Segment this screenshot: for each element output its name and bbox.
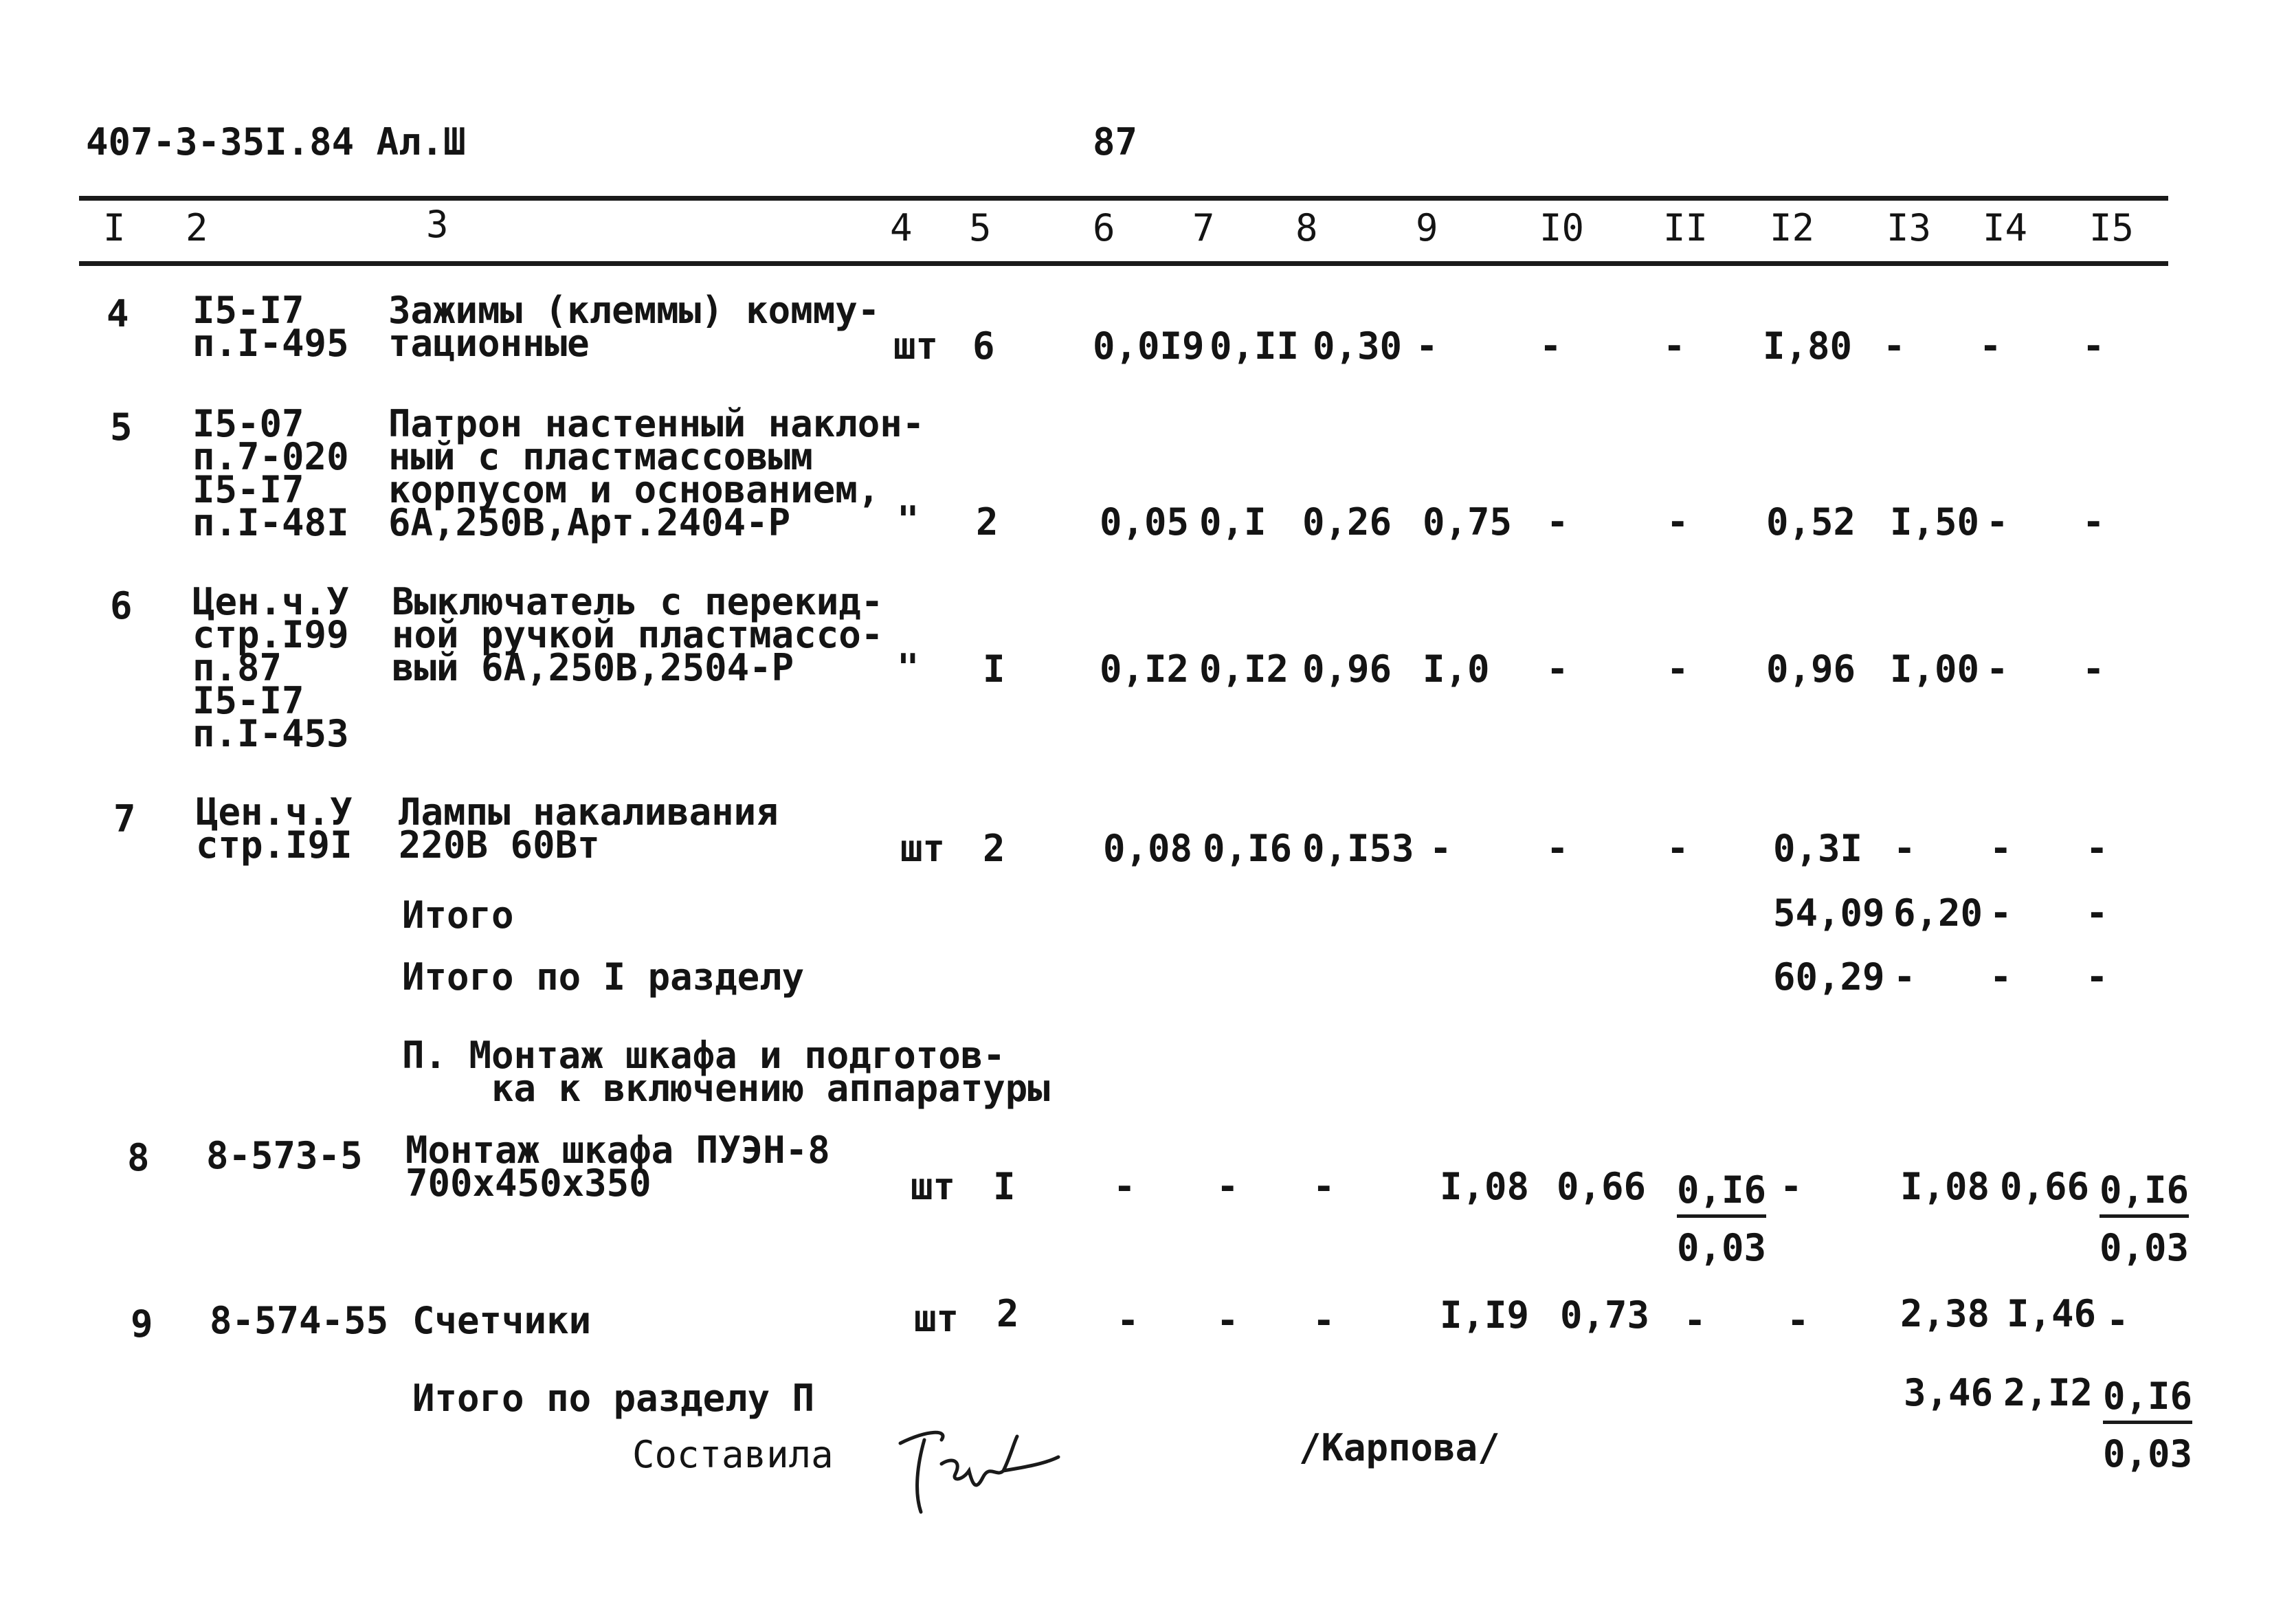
row-5-c10: -: [1546, 500, 1569, 544]
itogo-c14: -: [1990, 891, 2012, 935]
row-9-no: 9: [131, 1302, 153, 1346]
col-header-2: 2: [186, 206, 208, 249]
row-9-name: Счетчики: [412, 1299, 592, 1342]
row-6-c11: -: [1667, 647, 1689, 691]
section-2-title: П. Монтаж шкафа и подготов- ка к включению аппаратуры: [402, 1034, 1050, 1110]
row-9-unit: шт: [914, 1297, 959, 1340]
row-4-c6: 0,0I9: [1093, 324, 1205, 368]
row-6-c9: I,0: [1423, 647, 1490, 691]
row-6-c6: 0,I2: [1100, 647, 1190, 691]
col-header-8: 8: [1295, 206, 1318, 249]
col-header-9: 9: [1416, 206, 1438, 249]
document-code: 407-3-35I.84 Ал.Ш: [86, 120, 466, 164]
row-8-c15-numerator: 0,I6: [2100, 1168, 2189, 1218]
row-4-c7: 0,II: [1210, 324, 1300, 368]
itogo-section-1-c15: -: [2086, 955, 2108, 999]
row-7-no: 7: [113, 797, 136, 841]
row-4-unit: шт: [893, 324, 939, 368]
itogo-c12: 54,09: [1773, 891, 1885, 935]
itogo-c15: -: [2086, 891, 2108, 935]
row-5-c8: 0,26: [1302, 500, 1392, 544]
row-6-qty: I: [983, 647, 1005, 691]
row-4-qty: 6: [972, 324, 995, 368]
row-4-c13: -: [1883, 324, 1906, 368]
row-9-c6: -: [1117, 1299, 1139, 1342]
row-8-c7: -: [1216, 1165, 1239, 1208]
row-7-c7: 0,I6: [1203, 827, 1293, 870]
row-4-name: Зажимы (клеммы) комму- тационные: [388, 289, 880, 365]
row-5-c13: I,50: [1890, 500, 1980, 544]
row-9-c11: -: [1684, 1299, 1706, 1342]
row-9-c8: -: [1313, 1299, 1335, 1342]
row-4-no: 4: [107, 292, 129, 335]
row-9-c13: 2,38: [1900, 1292, 1990, 1335]
col-header-14: I4: [1983, 206, 2028, 249]
row-6-c13: I,00: [1890, 647, 1980, 691]
itogo-section-1-c13: -: [1893, 955, 1916, 999]
row-7-name: Лампы накаливания 220В 60Вт: [399, 790, 779, 867]
row-4-code: I5-I7 п.I-495: [192, 289, 349, 365]
row-8-c15-denominator: 0,03: [2100, 1226, 2190, 1269]
row-7-c12: 0,3I: [1773, 827, 1863, 870]
row-5-qty: 2: [976, 500, 999, 544]
itogo-section-2-label: Итого по разделу П: [412, 1377, 815, 1420]
col-header-12: I2: [1770, 206, 1815, 249]
row-5-c15: -: [2082, 500, 2105, 544]
itogo-section-1-c14: -: [1990, 955, 2012, 999]
row-9-c9: I,I9: [1440, 1293, 1530, 1337]
col-header-11: II: [1663, 206, 1708, 249]
row-7-c10: -: [1546, 827, 1569, 870]
itogo-section-2-c15-numerator: 0,I6: [2103, 1375, 2192, 1424]
row-8-c11-denominator: 0,03: [1677, 1226, 1767, 1269]
row-4-c8: 0,30: [1313, 324, 1403, 368]
row-8-c13: I,08: [1900, 1165, 1990, 1208]
row-9-c10: 0,73: [1560, 1293, 1650, 1337]
itogo-section-2-c14: 2,I2: [2003, 1371, 2093, 1414]
row-4-c11: -: [1663, 324, 1686, 368]
col-header-3: 3: [426, 203, 449, 246]
row-6-code: Цен.ч.У стр.I99 п.87 I5-I7 п.I-453: [192, 580, 349, 755]
row-4-c9: -: [1416, 324, 1438, 368]
row-5-c6: 0,05: [1100, 500, 1190, 544]
col-header-7: 7: [1192, 206, 1215, 249]
page-number: 87: [1093, 120, 1138, 164]
row-8-qty: I: [993, 1165, 1016, 1208]
row-8-c10: 0,66: [1557, 1165, 1647, 1208]
row-7-c9: -: [1429, 827, 1452, 870]
row-7-c8: 0,I53: [1302, 827, 1414, 870]
row-7-code: Цен.ч.У стр.I9I: [196, 790, 353, 867]
row-7-c15: -: [2086, 827, 2108, 870]
row-9-qty: 2: [996, 1292, 1019, 1335]
row-5-c9: 0,75: [1423, 500, 1513, 544]
row-6-c7: 0,I2: [1199, 647, 1289, 691]
col-header-1: I: [103, 206, 126, 249]
row-5-unit: ": [897, 498, 920, 542]
row-8-c6: -: [1113, 1165, 1136, 1208]
row-6-c10: -: [1546, 647, 1569, 691]
itogo-section-2-c15-denominator: 0,03: [2103, 1432, 2193, 1476]
row-8-c11-numerator: 0,I6: [1677, 1168, 1766, 1218]
row-9-code: 8-574-55: [210, 1299, 389, 1342]
row-8-c11-fraction: [1677, 1168, 1766, 1269]
row-8-unit: шт: [911, 1165, 956, 1208]
row-8-c14: 0,66: [2000, 1165, 2090, 1208]
row-7-c13: -: [1893, 827, 1916, 870]
col-header-4: 4: [890, 206, 913, 249]
row-6-no: 6: [110, 584, 133, 627]
itogo-section-2-c13: 3,46: [1904, 1371, 1994, 1414]
row-4-c14: -: [1979, 324, 2002, 368]
header-bottom-rule: [79, 261, 2168, 266]
row-8-c9: I,08: [1440, 1165, 1530, 1208]
row-7-unit: шт: [900, 827, 946, 870]
row-7-c14: -: [1990, 827, 2012, 870]
row-5-code: I5-07 п.7-020 I5-I7 п.I-48I: [192, 402, 349, 544]
row-8-code: 8-573-5: [206, 1134, 363, 1177]
row-6-c8: 0,96: [1302, 647, 1392, 691]
row-5-name: Патрон настенный наклон- ный с пластмассовым корпусом и основанием, 6А,250В,Арт.2404-Р: [388, 402, 925, 544]
itogo-c13: 6,20: [1893, 891, 1983, 935]
col-header-6: 6: [1093, 206, 1115, 249]
row-9-c14: I,46: [2007, 1292, 2097, 1335]
row-8-no: 8: [127, 1136, 150, 1179]
row-9-c7: -: [1216, 1299, 1239, 1342]
row-7-c6: 0,08: [1103, 827, 1193, 870]
itogo-section-1-c12: 60,29: [1773, 955, 1885, 999]
row-7-c11: -: [1667, 827, 1689, 870]
compiled-by-label: Составила: [632, 1433, 834, 1476]
row-9-c12: -: [1787, 1299, 1809, 1342]
row-6-c14: -: [1986, 647, 2009, 691]
col-header-5: 5: [969, 206, 992, 249]
row-5-c12: 0,52: [1766, 500, 1856, 544]
row-4-c10: -: [1539, 324, 1562, 368]
row-8-c12: -: [1780, 1165, 1803, 1208]
col-header-15: I5: [2089, 206, 2135, 249]
compiler-name: /Карпова/: [1299, 1426, 1500, 1469]
col-header-13: I3: [1886, 206, 1932, 249]
col-header-10: I0: [1539, 206, 1585, 249]
row-6-c15: -: [2082, 647, 2105, 691]
header-top-rule: [79, 196, 2168, 201]
itogo-label: Итого: [402, 893, 514, 937]
row-5-c11: -: [1667, 500, 1689, 544]
row-8-c15-fraction: [2100, 1168, 2189, 1269]
row-9-c15: -: [2106, 1299, 2129, 1342]
row-6-unit: ": [897, 646, 920, 689]
row-4-c12: I,80: [1763, 324, 1853, 368]
row-7-qty: 2: [983, 827, 1005, 870]
row-5-no: 5: [110, 405, 133, 449]
handwritten-signature: [887, 1416, 1065, 1526]
row-8-name: Монтаж шкафа ПУЭН-8 700х450х350: [405, 1128, 830, 1205]
row-6-c12: 0,96: [1766, 647, 1856, 691]
row-8-c8: -: [1313, 1165, 1335, 1208]
row-4-c15: -: [2082, 324, 2105, 368]
row-6-name: Выключатель с перекид- ной ручкой пластмассо- вый 6А,250В,2504-Р: [392, 580, 884, 689]
itogo-section-1-label: Итого по I разделу: [402, 955, 805, 999]
row-5-c14: -: [1986, 500, 2009, 544]
itogo-section-2-c15-fraction: [2103, 1375, 2192, 1476]
row-5-c7: 0,I: [1199, 500, 1267, 544]
